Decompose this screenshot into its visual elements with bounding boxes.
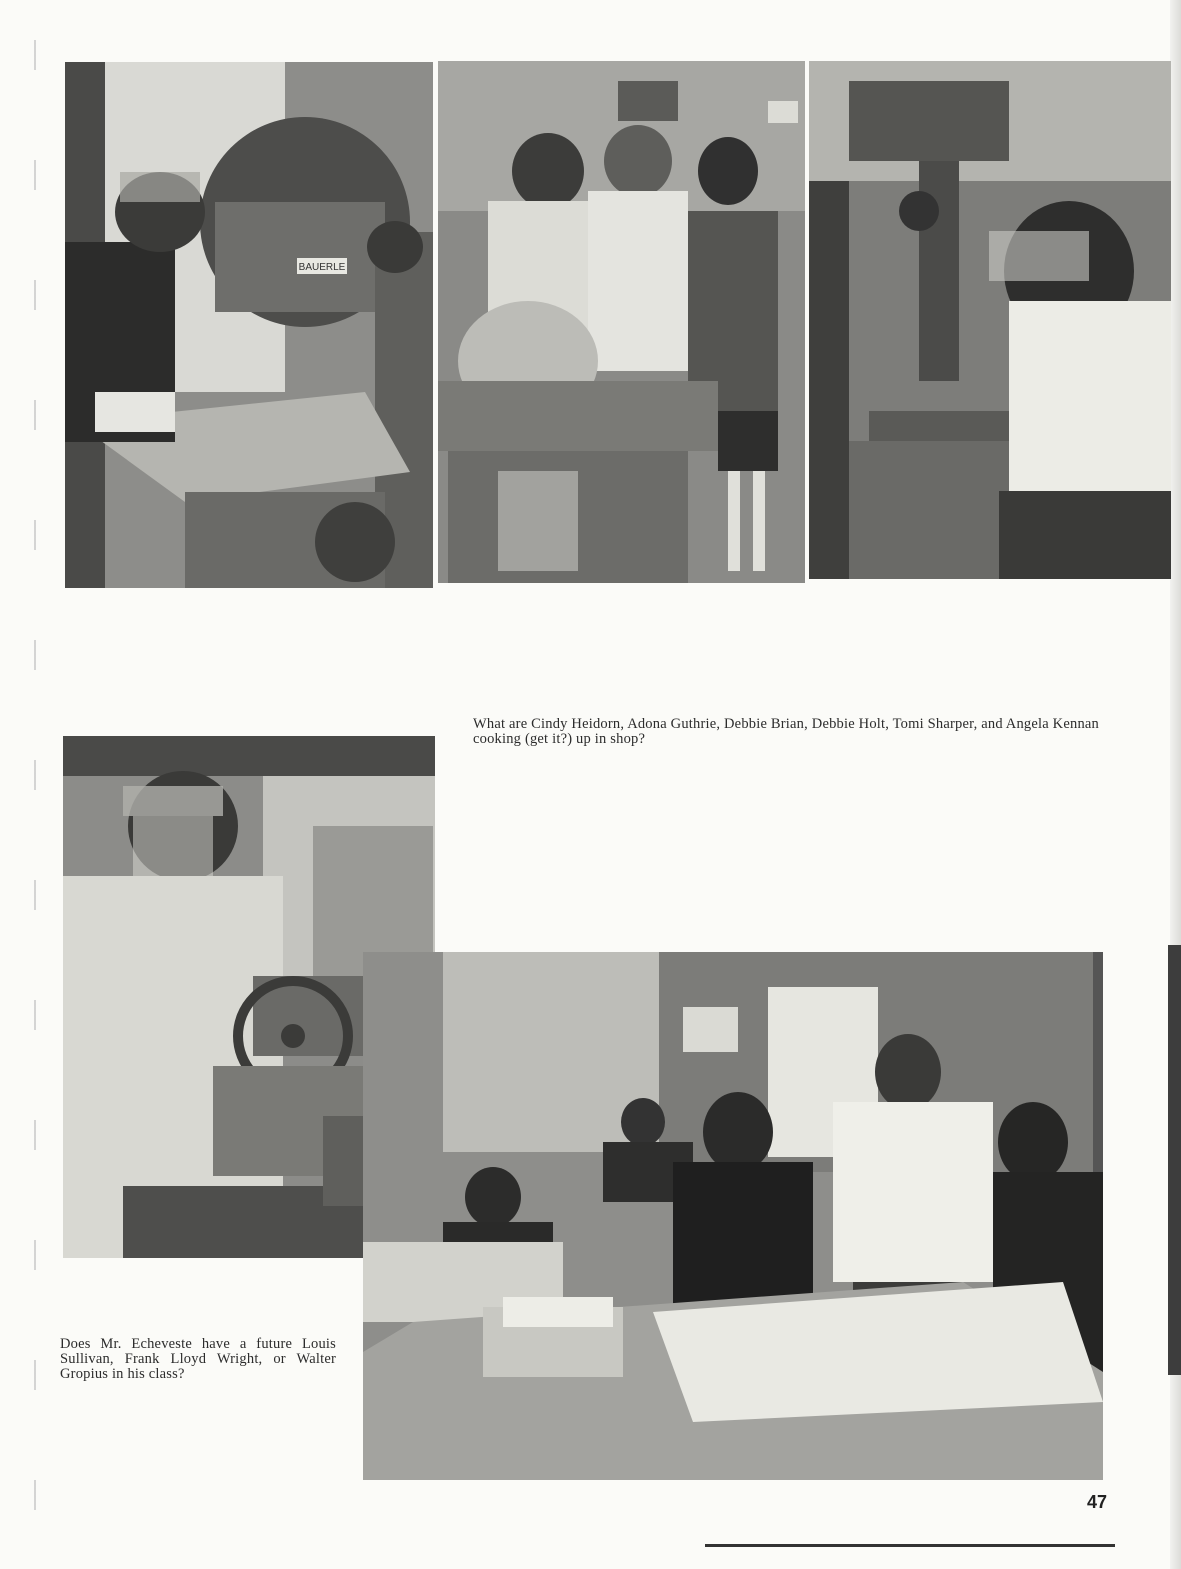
caption-girls-shop: What are Cindy Heidorn, Adona Guthrie, Debbie Brian, Debbie Holt, Tomi Sharper, and Angela Kennan cooking (get it?) up in shop? xyxy=(473,716,1099,747)
bottom-rule xyxy=(705,1544,1115,1547)
caption-drafting-class: Does Mr. Echeveste have a future Louis Sullivan, Frank Lloyd Wright, or Walter Gropius in his class? xyxy=(60,1336,336,1382)
photo-three-girls xyxy=(438,61,805,583)
photo-band-saw xyxy=(65,62,433,588)
photo-drill-press xyxy=(809,61,1171,579)
photo-drafting-class xyxy=(363,952,1103,1480)
adjacent-page-photo-edge xyxy=(1168,945,1181,1375)
page-number: 47 xyxy=(1087,1492,1108,1512)
page-edge-mark xyxy=(34,40,36,1540)
band-saw-machine-label: BAUERLE xyxy=(298,262,346,273)
